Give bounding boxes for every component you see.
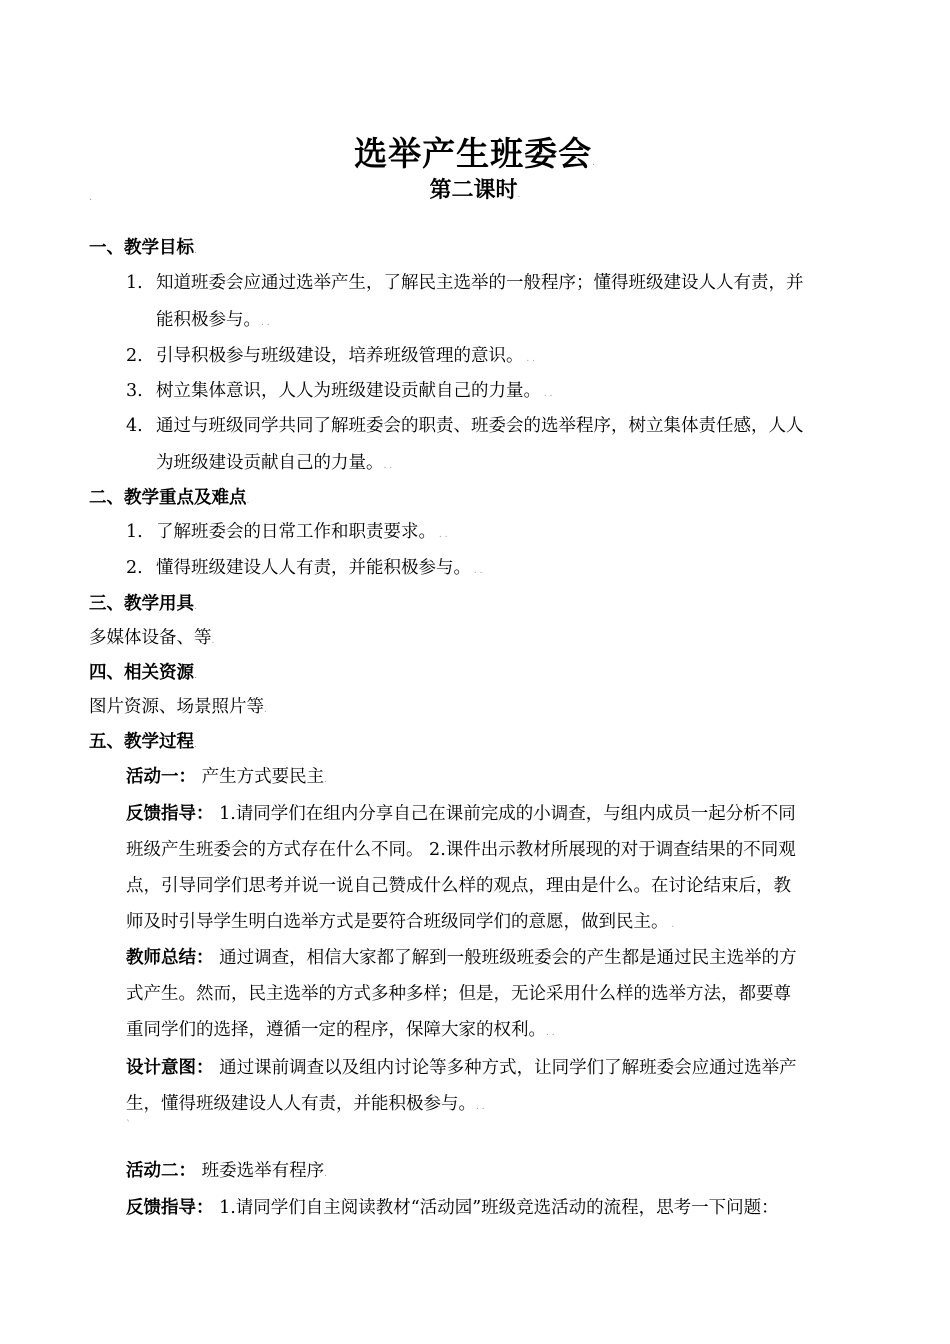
goal-item-2: 2. 引导积极参与班级建设，培养班级管理的意识。 . .: [126, 346, 535, 366]
section-heading-tools: 三、教学用具.: [89, 594, 197, 614]
section-heading-process: 五、教学过程.: [89, 732, 197, 752]
activity-1-summary: 教师总结： 通过调查，相信大家都了解到一般班级班委会的产生都是通过民主选举的方 式产生。然而，民主选举的方式多种多样；但是，无论采用什么样的选举方法，都要尊 重同学们的选择，遵循一定的程序，保障大家的权利。. .: [126, 948, 797, 1040]
key-point-item-2: 2. 懂得班级建设人人有责，并能积极参与。 . .: [126, 558, 483, 578]
goal-item-4: 4. 通过与班级同学共同了解班委会的职责、班委会的选举程序，树立集体责任感，人人: [126, 416, 804, 436]
goal-item-1: 1. 知道班委会应通过选举产生，了解民主选举的一般程序；懂得班级建设人人有责，并: [126, 273, 804, 293]
tools-text: 多媒体设备、等.: [89, 628, 215, 648]
goal-item-1-cont: 能积极参与。. .: [156, 310, 270, 330]
resources-text: 图片资源、场景照片等.: [89, 697, 267, 717]
key-point-item-1: 1. 了解班委会的日常工作和职责要求。 . .: [126, 522, 448, 542]
goal-item-3: 3. 树立集体意识，人人为班级建设贡献自己的力量。 . .: [126, 381, 553, 401]
section-heading-resources: 四、相关资源.: [89, 663, 197, 683]
section-heading-goals: 一、教学目标.: [89, 238, 197, 258]
section-heading-key-points: 二、教学重点及难点.: [89, 488, 250, 508]
document-subtitle: 第二课时.: [429, 177, 521, 203]
goal-item-4-cont: 为班级建设贡献自己的力量。. .: [156, 453, 393, 473]
activity-1-feedback: 反馈指导： 1.请同学们在组内分享自己在课前完成的小调查，与组内成员一起分析不同 班级产生班委会的方式存在什么不同。 2.课件出示教材所展现的对于调查结果的不同观 点，引导同学们思考并说一说自己赞成什么样的观点，理由是什么。在讨论结束后，教 师及时引导学生明白选举方式是要符合班级同学们的意愿，做到民主。 .: [126, 804, 796, 932]
activity-2-feedback: 反馈指导： 1.请同学们自主阅读教材“活动园”班级竞选活动的流程，思考一下问题：: [126, 1198, 779, 1218]
paragraph-mark: `: [126, 1120, 131, 1131]
paragraph-mark: .: [89, 192, 93, 203]
document-title: 选举产生班委会.: [354, 134, 596, 173]
activity-1-title: 活动一： 产生方式要民主.: [126, 767, 327, 787]
activity-2-title: 活动二： 班委选举有程序.: [126, 1161, 327, 1181]
activity-1-intent: 设计意图： 通过课前调查以及组内讨论等多种方式，让同学们了解班委会应通过选举产 生，懂得班级建设人人有责，并能积极参与。. .: [126, 1058, 797, 1114]
